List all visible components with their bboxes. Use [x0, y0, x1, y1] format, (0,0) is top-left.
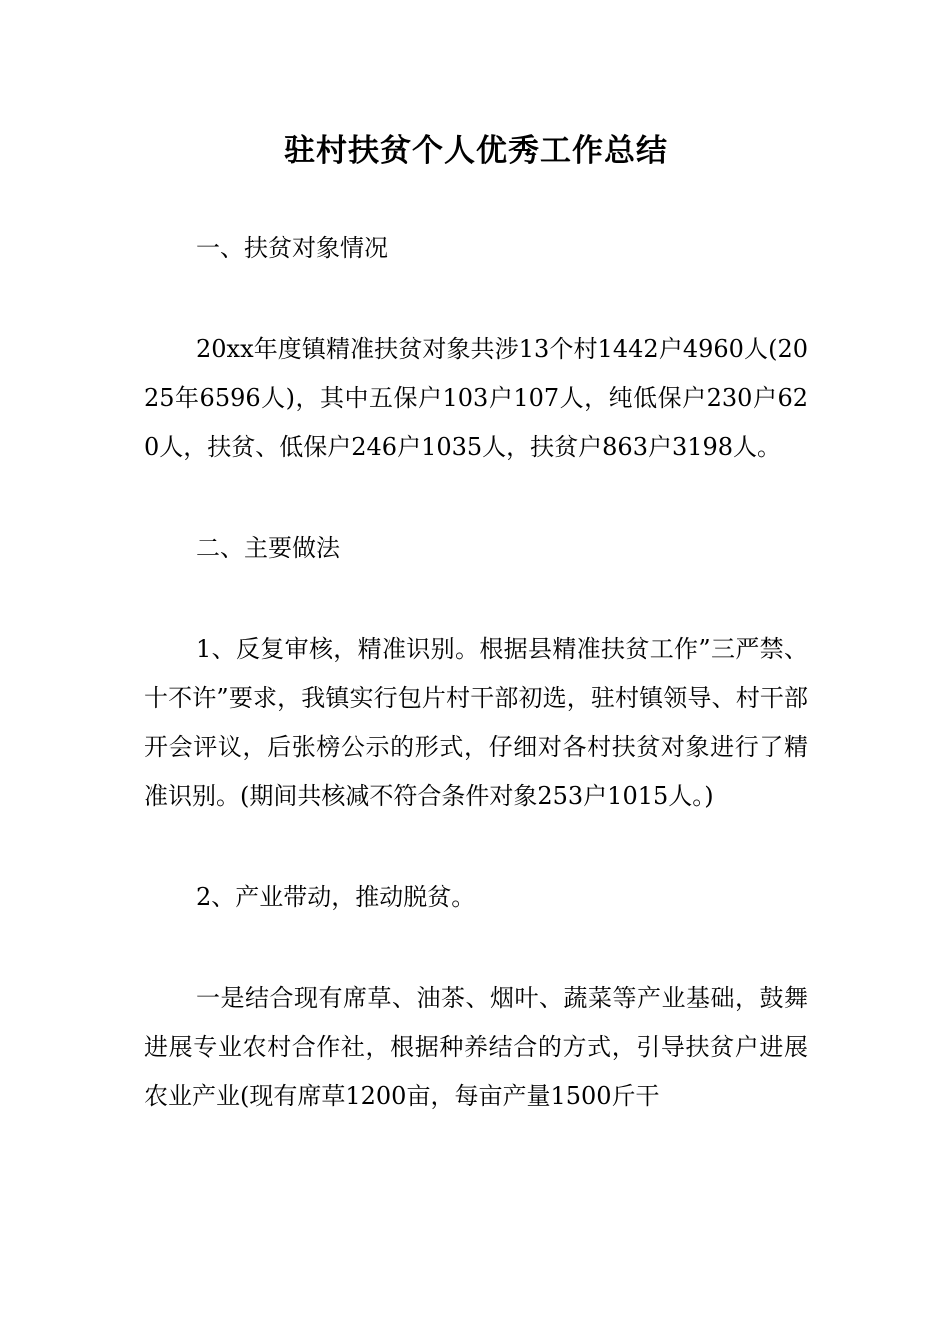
spacer [144, 175, 808, 224]
document-title: 驻村扶贫个人优秀工作总结 [284, 133, 668, 169]
section-1-paragraph: 20xx年度镇精准扶贫对象共涉13个村1442户4960人(2025年6596人)，其中五保户103户107人，纯低保户230户620人，扶贫、低保户246户1035人，扶贫户863户3198人。 [144, 335, 808, 461]
spacer [144, 922, 808, 974]
spacer [144, 573, 808, 625]
spacer [144, 821, 808, 873]
item-1-paragraph: 1、反复审核，精准识别。根据县精准扶贫工作”三严禁、十不许”要求，我镇实行包片村干部初选，驻村镇领导、村干部开会评议，后张榜公示的形式，仔细对各村扶贫对象进行了精准识别。(期间共核减不符合条件对象253户1015人。) [144, 635, 808, 810]
item-2-heading: 2、产业带动，推动脱贫。 [196, 883, 476, 911]
spacer [144, 472, 808, 524]
section-heading-2: 二、主要做法 [196, 534, 340, 562]
section-heading-1: 一、扶贫对象情况 [196, 234, 388, 262]
item-2-paragraph: 一是结合现有席草、油茶、烟叶、蔬菜等产业基础，鼓舞进展专业农村合作社，根据种养结合的方式，引导扶贫户进展农业产业(现有席草1200亩，每亩产量1500斤干 [144, 984, 808, 1110]
spacer [144, 273, 808, 325]
